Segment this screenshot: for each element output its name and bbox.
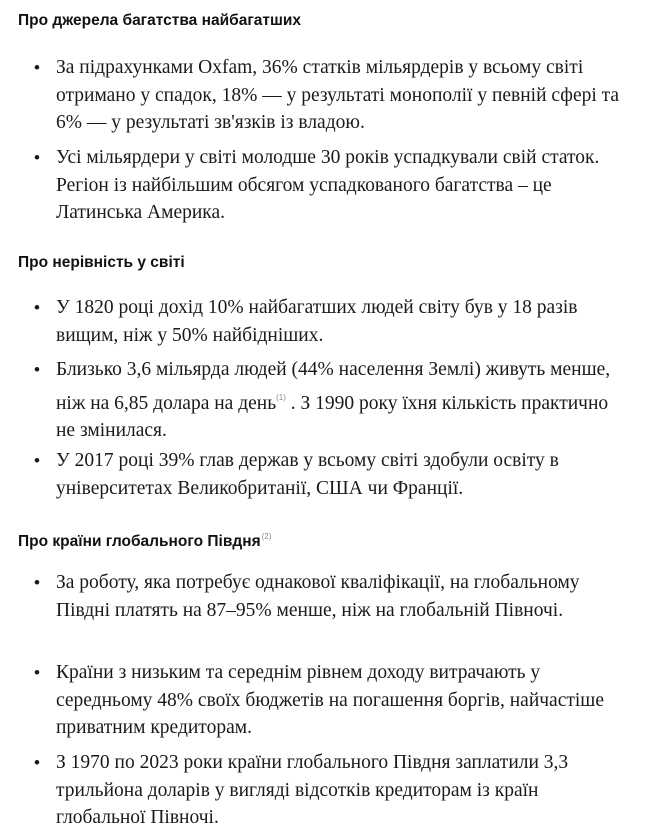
section-heading-wealth-sources: Про джерела багатства найбагатших (18, 12, 302, 29)
list-item (34, 659, 631, 742)
list-item (34, 356, 631, 445)
list-item-text: За роботу, яка потребує однакової кваліфікації, на глобальному Півдні платять на 87–95% менше, ніж на глобальній Півночі. (56, 572, 580, 621)
list-item (34, 447, 631, 502)
list-item-text: У 2017 році 39% глав держав у всьому світі здобули освіту в університетах Великобританії, США чи Франції. (56, 450, 559, 499)
bullet: • (34, 573, 40, 592)
heading-text: Про країни глобального Півдня (18, 533, 261, 550)
list-item-text: Близько 3,6 мільярда людей (44% населення Землі) живуть менше, ніж на 6,85 долара на день (56, 359, 611, 414)
bullet: • (34, 298, 40, 317)
list-item (34, 144, 631, 227)
bullet: • (34, 451, 40, 470)
list-item (34, 54, 631, 137)
bullet: • (34, 58, 40, 77)
list-item (34, 749, 631, 832)
list-item-text: Країни з низьким та середнім рівнем доходу витрачають у середньому 48% своїх бюджетів на погашення боргів, найчастіше приватним кредиторам. (56, 662, 604, 738)
list-item-text: Усі мільярдери у світі молодше 30 років успадкували свій статок. Регіон із найбільшим обсягом успадкованого багатства – це Латинська Америка. (56, 147, 600, 223)
list-item (34, 294, 631, 349)
list-item-text: У 1820 році дохід 10% найбагатших людей світу був у 18 разів вищим, ніж у 50% найбідніших. (56, 297, 578, 346)
list-item-text: За підрахунками Oxfam, 36% статків мільярдерів у всьому світі отримано у спадок, 18% — у результаті монополії у певній сфері та 6% — у результаті зв'язків із владою. (56, 57, 620, 133)
bullet: • (34, 663, 40, 682)
footnote-link[interactable]: (2) (261, 532, 272, 541)
list-item-text-continued: . З 1990 року їхня кількість практично не змінилася. (56, 392, 609, 441)
bullet: • (34, 360, 40, 379)
section-heading-global-south (18, 527, 271, 552)
list-item-text: З 1970 по 2023 роки країни глобального Півдня заплатили 3,3 трильйона доларів у вигляді відсотків кредиторам із країн глобальної Півночі. (56, 752, 569, 828)
footnote-link[interactable]: (1) (276, 392, 286, 402)
list-item (34, 569, 631, 624)
bullet: • (34, 148, 40, 167)
section-heading-inequality: Про нерівність у світі (18, 254, 185, 271)
bullet: • (34, 753, 40, 772)
